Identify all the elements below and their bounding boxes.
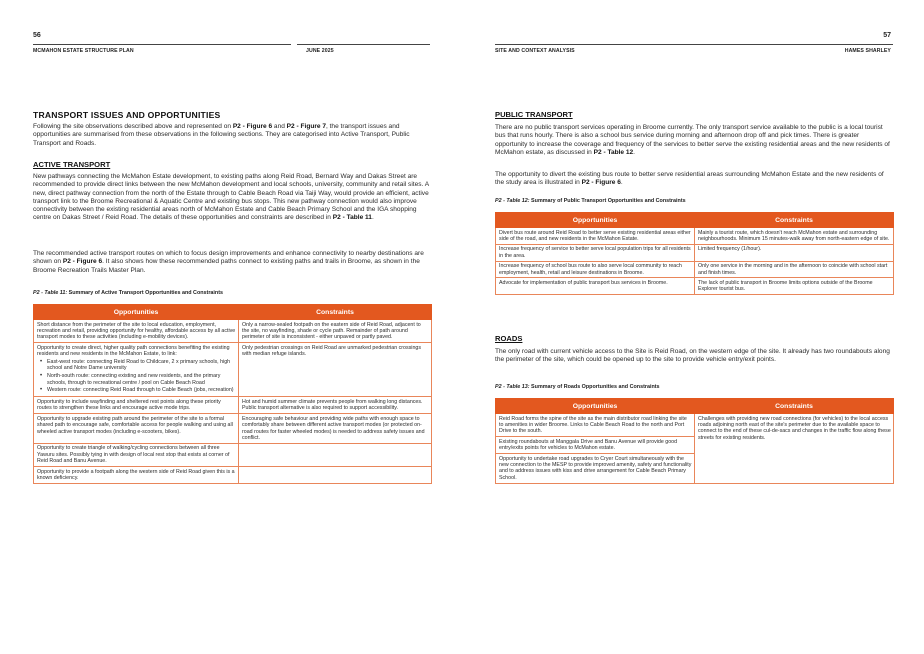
opportunity-cell: Opportunity to create triangle of walking/cycling connections between all three Yawuru sites. Possibly tying in with design of local rest stop that exists at corner of Reid Road and Banu Avenue. bbox=[34, 443, 239, 466]
intro-paragraph: Following the site observations described above and represented on P2 - Figure 6 and P2 - Figure 7, the transport issues and opportunities are summarised from these observations in the following sections. They are categorised into Active Transport, Public Transport and Roads. bbox=[33, 123, 410, 147]
list-item: • East-west route: connecting Reid Road to Childcare, 2 x primary schools, high school and Notre Dame university bbox=[37, 359, 236, 372]
running-header-right: HAMES SHARLEY bbox=[844, 48, 891, 54]
column-header-opportunities: Opportunities bbox=[496, 399, 695, 414]
table-row bbox=[496, 261, 894, 278]
active-transport-table bbox=[33, 304, 432, 484]
right-page bbox=[462, 0, 924, 654]
page-number: 57 bbox=[883, 32, 891, 39]
opportunity-cell: Reid Road forms the spine of the site as the main distributor road linking the site to amenities in wider Broome. Links to Cable Beach Road to the north and Port Drive to the south. bbox=[496, 414, 695, 437]
header-rule bbox=[33, 44, 291, 45]
list-item: • Western route: connecting Reid Road through to Cable Beach (jobs, recreation) bbox=[37, 387, 236, 393]
route-list bbox=[37, 359, 236, 394]
constraint-cell: Only pedestrian crossings on Reid Road are unmarked pedestrian crossings with median refuge islands. bbox=[239, 343, 432, 397]
table-row bbox=[496, 278, 894, 295]
opportunity-cell: Opportunity to undertake road upgrades to Cryer Court simultaneously with the new connection to the MESP to provide improved amenity, safety and functionality and to address issues with kiss and drive arrangement for Cable Beach Primary School. bbox=[496, 454, 695, 484]
header-rule bbox=[495, 44, 893, 45]
running-header-left: MCMAHON ESTATE STRUCTURE PLAN bbox=[33, 48, 134, 54]
roads-paragraph: The only road with current vehicle access to the Site is Reid Road, on the western edge of the site. It already has two roundabouts along the perimeter of the site, which could be opened up to the site to provide vehicle entry/exit points. bbox=[495, 348, 890, 364]
column-header-constraints: Constraints bbox=[695, 399, 894, 414]
table-row bbox=[496, 228, 894, 245]
active-transport-paragraph: New pathways connecting the McMahon Estate development, to existing paths along Reid Road, Bernard Way and Dakas Street are recommended to provide direct links between the new McMahon development and local schools, university, community and retail sites. A new, direct pathway connection from the north of the Estate through to Cable Beach Road via Taiji Way, would provide an efficient, active transport link to the Broome Recreational & Aquatic Centre and existing bus stops. This new pathway connection would also improve connectivity between the existing residential areas north of McMahon Estate and Cable Beach Primary School and the IGA shopping centre on Dakas Street / Reid Road. The details of these opportunities and constraints are described in P2 - Table 11. bbox=[33, 173, 429, 222]
public-transport-paragraph: There are no public transport services operating in Broome currently. The only transport service available to the public is a local tourist bus that runs hourly. There is also a school bus service during morning and afternoon drop off and pick times. There is greater opportunity to increase the coverage and frequency of the services to better serve the existing residential areas and the new residents of McMahon estate, as discussed in P2 - Table 12. bbox=[495, 124, 890, 156]
public-transport-heading: PUBLIC TRANSPORT bbox=[495, 110, 573, 119]
table-row bbox=[34, 414, 432, 444]
figure-ref: P2 - Figure 6 bbox=[581, 179, 621, 187]
roads-table bbox=[495, 398, 894, 484]
active-transport-heading: ACTIVE TRANSPORT bbox=[33, 160, 111, 169]
table-caption: P2 - Table 11: Summary of Active Transport Opportunities and Constraints bbox=[33, 290, 224, 296]
opportunity-cell: Increase frequency of school bus route to also serve local community to reach employment, health, retail and leisure destinations in Broome. bbox=[496, 261, 695, 278]
public-transport-table bbox=[495, 212, 894, 295]
constraint-cell bbox=[239, 443, 432, 466]
opportunity-cell: Short distance from the perimeter of the site to local education, employment, recreation and retail, providing opportunity for healthy, affordable access by all active transport modes to these activities (including e-mobility devices). bbox=[34, 320, 239, 343]
column-header-constraints: Constraints bbox=[239, 305, 432, 320]
table-row bbox=[496, 244, 894, 261]
running-header-date: JUNE 2025 bbox=[306, 48, 334, 54]
constraint-cell: Only one service in the morning and in the afternoon to coincide with school start and finish times. bbox=[695, 261, 894, 278]
header-rule bbox=[297, 44, 430, 45]
table-ref: P2 - Table 12 bbox=[593, 148, 634, 156]
column-header-opportunities: Opportunities bbox=[496, 213, 695, 228]
running-header-left: SITE AND CONTEXT ANALYSIS bbox=[495, 48, 575, 54]
opportunity-cell: Advocate for implementation of public transport bus services in Broome. bbox=[496, 278, 695, 295]
table-row bbox=[496, 414, 894, 437]
opportunity-cell: Existing roundabouts at Manggala Drive and Banu Avenue will provide good entry/exits points for vehicles to McMahon estate. bbox=[496, 437, 695, 454]
active-transport-paragraph-2: The recommended active transport routes on which to focus design improvements and enhance connectivity to nearby destinations are shown on P2 - Figure 6. It also shows how these recommended paths connect to existing paths and trails in Broome, as shown in the Broome Recreation Trails Master Plan. bbox=[33, 250, 424, 274]
figure-ref: P2 - Figure 6 bbox=[232, 123, 273, 130]
opportunity-cell: Divert bus route around Reid Road to better serve existing residential areas either side of the road, and new residents in the McMahon Estate. bbox=[496, 228, 695, 245]
constraint-cell bbox=[239, 467, 432, 484]
page-number: 56 bbox=[33, 32, 41, 39]
opportunity-cell: Opportunity to include wayfinding and sheltered rest points along these priority routes to strengthen these links and encourage active mode trips. bbox=[34, 397, 239, 414]
constraint-cell: Encouraging safe behaviour and providing wide paths with enough space to comfortably share between different active transport modes (or protected on-road routes for faster wheeled modes) is needed to address safety issues and conflict. bbox=[239, 414, 432, 444]
opportunity-cell: Increase frequency of service to better serve local population trips for all residents in the area. bbox=[496, 244, 695, 261]
table-row bbox=[34, 467, 432, 484]
figure-ref: P2 - Figure 6 bbox=[62, 258, 103, 266]
table-row bbox=[34, 397, 432, 414]
constraint-cell: Hot and humid summer climate prevents people from walking long distances. Public transport alternative is also required to support accessibility. bbox=[239, 397, 432, 414]
table-ref: P2 - Table 11 bbox=[332, 214, 372, 222]
list-item: • North-south route: connecting existing and new residents, and the primary schools, through to recreational centre / pool on Cable Beach Road bbox=[37, 373, 236, 386]
table-row bbox=[34, 343, 432, 397]
opportunity-cell: Opportunity to create direct, higher quality path connections benefiting the existing residents and new residents in the McMahon Estate, to link: • East-west route: connecting Reid Road to Childcare, 2 x primary schools, high school and Notre Dame university • North-south route: connecting existing and new residents, and the primary schools, through to recreational centre / pool on Cable Beach Road • Western route: connecting Reid Road through to Cable Beach (jobs, recreation) bbox=[34, 343, 239, 397]
constraint-cell: Limited frequency (1/hour). bbox=[695, 244, 894, 261]
public-transport-paragraph-2: The opportunity to divert the existing bus route to better serve residential areas surrounding McMahon Estate and the new residents of the study area is illustrated in P2 - Figure 6. bbox=[495, 171, 884, 187]
constraint-cell: Mainly a tourist route, which doesn't reach McMahon estate and surrounding neighbourhoods. Minimum 15 minutes-walk away from north-eastern edge of site. bbox=[695, 228, 894, 245]
figure-ref: P2 - Figure 7 bbox=[286, 123, 326, 130]
table-row bbox=[34, 443, 432, 466]
constraint-cell: The lack of public transport in Broome limits options outside of the Broome Explorer tourist bus. bbox=[695, 278, 894, 295]
opportunity-cell: Opportunity to upgrade existing path around the perimeter of the site to a formal shared path to encourage safe, comfortable access for people walking and using all wheeled active transport modes (including e-scooters, bikes). bbox=[34, 414, 239, 444]
table-caption: P2 - Table 12: Summary of Public Transport Opportunities and Constraints bbox=[495, 198, 686, 204]
table-row bbox=[34, 320, 432, 343]
column-header-constraints: Constraints bbox=[695, 213, 894, 228]
roads-heading: ROADS bbox=[495, 334, 523, 343]
constraint-cell: Challenges with providing new road connections (for vehicles) to the local access roads adjoining north east of the site's perimeter due to the available space to connect to the end of these cul-de-sacs and changes in the traffic flow along these streets for existing residents. bbox=[695, 414, 894, 484]
constraint-cell: Only a narrow-sealed footpath on the eastern side of Reid Road, adjacent to the site, no wayfinding, shade or cycle path. Remainder of path around perimeter of site is inconsistent - either unpaved or partly paved. bbox=[239, 320, 432, 343]
table-caption: P2 - Table 13: Summary of Roads Opportunities and Constraints bbox=[495, 384, 660, 390]
opportunity-cell: Opportunity to provide a footpath along the western side of Reid Road given this is a known deficiency. bbox=[34, 467, 239, 484]
section-title: TRANSPORT ISSUES AND OPPORTUNITIES bbox=[33, 110, 221, 120]
column-header-opportunities: Opportunities bbox=[34, 305, 239, 320]
